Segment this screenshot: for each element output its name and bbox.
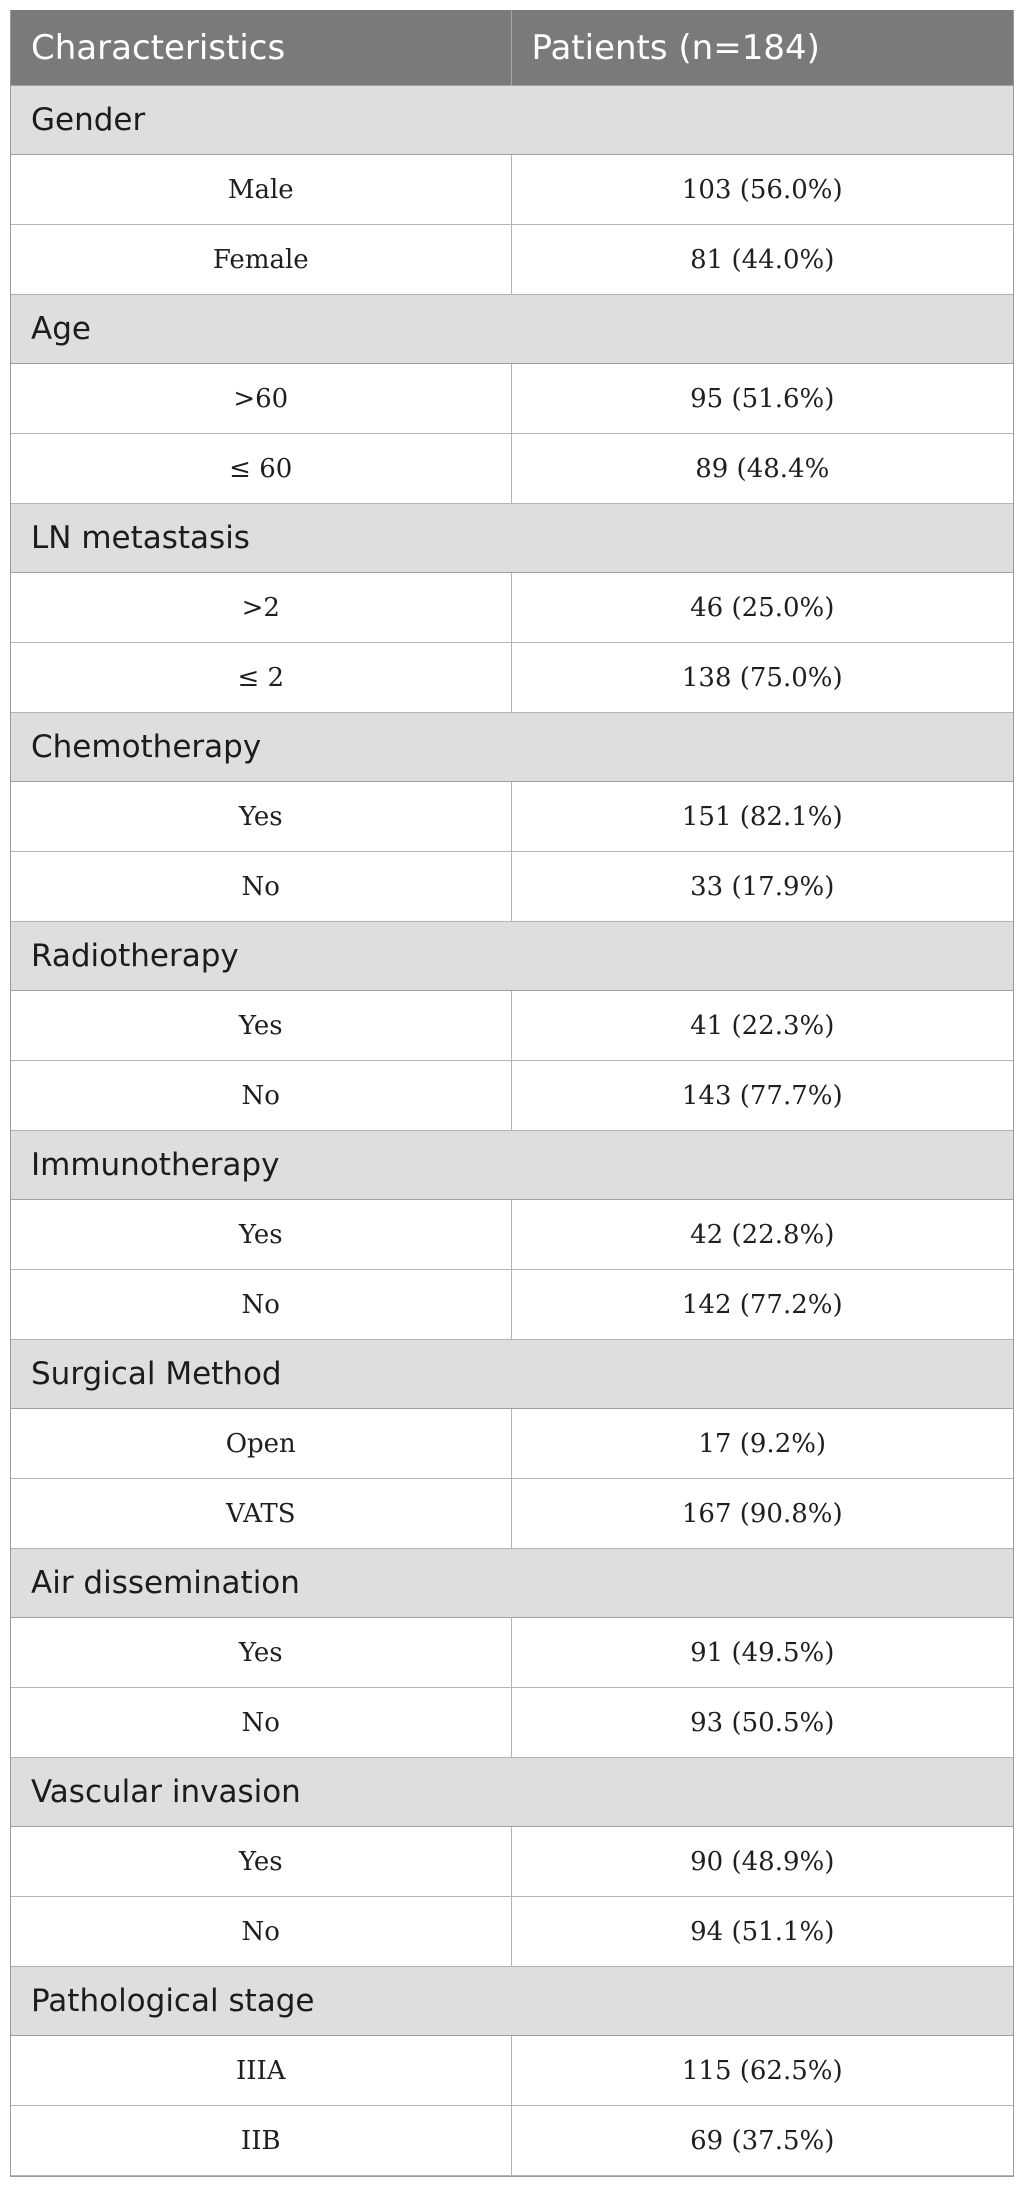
row-value: 94 (51.1%): [511, 1897, 1013, 1967]
group-title: Surgical Method: [11, 1340, 1013, 1409]
table-row: [11, 782, 1013, 852]
row-value: 42 (22.8%): [511, 1200, 1013, 1270]
row-label: ≤ 60: [11, 434, 511, 504]
header-characteristics: Characteristics: [11, 10, 511, 86]
row-label: No: [11, 1688, 511, 1758]
row-label: Yes: [11, 991, 511, 1061]
row-label: >2: [11, 573, 511, 643]
group-header-row: [11, 1967, 1013, 2036]
row-value: 81 (44.0%): [511, 225, 1013, 295]
table-row: [11, 1479, 1013, 1549]
row-label: No: [11, 852, 511, 922]
table-row: [11, 155, 1013, 225]
group-header-row: [11, 1131, 1013, 1200]
row-label: No: [11, 1270, 511, 1340]
row-value: 17 (9.2%): [511, 1409, 1013, 1479]
row-value: 138 (75.0%): [511, 643, 1013, 713]
group-header-row: [11, 295, 1013, 364]
row-value: 91 (49.5%): [511, 1618, 1013, 1688]
table-row: [11, 2106, 1013, 2176]
row-label: VATS: [11, 1479, 511, 1549]
group-header-row: [11, 1758, 1013, 1827]
group-title: Immunotherapy: [11, 1131, 1013, 1200]
table-row: [11, 1618, 1013, 1688]
group-header-row: [11, 1340, 1013, 1409]
table-row: [11, 1827, 1013, 1897]
table-row: [11, 1270, 1013, 1340]
row-value: 41 (22.3%): [511, 991, 1013, 1061]
group-header-row: [11, 922, 1013, 991]
group-header-row: [11, 713, 1013, 782]
row-value: 90 (48.9%): [511, 1827, 1013, 1897]
row-value: 151 (82.1%): [511, 782, 1013, 852]
row-label: IIIA: [11, 2036, 511, 2106]
row-label: Female: [11, 225, 511, 295]
row-label: IIB: [11, 2106, 511, 2176]
group-header-row: [11, 1549, 1013, 1618]
row-label: Yes: [11, 782, 511, 852]
group-title: Radiotherapy: [11, 922, 1013, 991]
table-row: [11, 1897, 1013, 1967]
table-row: [11, 852, 1013, 922]
group-title: Air dissemination: [11, 1549, 1013, 1618]
row-label: ≤ 2: [11, 643, 511, 713]
table-row: [11, 991, 1013, 1061]
row-value: 46 (25.0%): [511, 573, 1013, 643]
table-row: [11, 643, 1013, 713]
table-body: [11, 86, 1013, 2176]
row-value: 89 (48.4%: [511, 434, 1013, 504]
table-row: [11, 2036, 1013, 2106]
group-title: Chemotherapy: [11, 713, 1013, 782]
table-row: [11, 434, 1013, 504]
characteristics-table-container: [10, 10, 1014, 2177]
row-value: 93 (50.5%): [511, 1688, 1013, 1758]
row-label: No: [11, 1061, 511, 1131]
group-title: LN metastasis: [11, 504, 1013, 573]
table-row: [11, 364, 1013, 434]
group-header-row: [11, 86, 1013, 155]
row-label: Open: [11, 1409, 511, 1479]
group-title: Vascular invasion: [11, 1758, 1013, 1827]
row-value: 167 (90.8%): [511, 1479, 1013, 1549]
row-value: 103 (56.0%): [511, 155, 1013, 225]
row-value: 143 (77.7%): [511, 1061, 1013, 1131]
table-row: [11, 225, 1013, 295]
table-row: [11, 1061, 1013, 1131]
row-label: Yes: [11, 1200, 511, 1270]
row-label: Male: [11, 155, 511, 225]
header-patients: Patients (n=184): [511, 10, 1013, 86]
group-title: Pathological stage: [11, 1967, 1013, 2036]
row-value: 115 (62.5%): [511, 2036, 1013, 2106]
row-label: Yes: [11, 1827, 511, 1897]
table-header-row: [11, 10, 1013, 86]
characteristics-table: [11, 10, 1013, 2176]
row-value: 33 (17.9%): [511, 852, 1013, 922]
row-label: >60: [11, 364, 511, 434]
table-row: [11, 1688, 1013, 1758]
row-label: Yes: [11, 1618, 511, 1688]
table-row: [11, 1409, 1013, 1479]
group-header-row: [11, 504, 1013, 573]
table-row: [11, 1200, 1013, 1270]
row-value: 95 (51.6%): [511, 364, 1013, 434]
row-value: 69 (37.5%): [511, 2106, 1013, 2176]
table-row: [11, 573, 1013, 643]
row-value: 142 (77.2%): [511, 1270, 1013, 1340]
group-title: Age: [11, 295, 1013, 364]
group-title: Gender: [11, 86, 1013, 155]
row-label: No: [11, 1897, 511, 1967]
